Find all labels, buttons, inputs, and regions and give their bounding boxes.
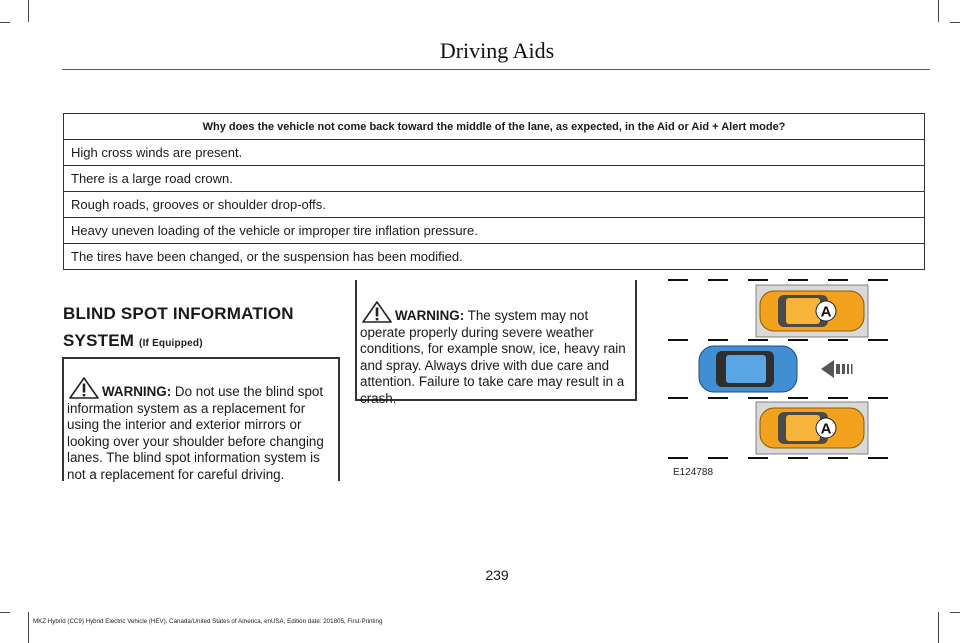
table-header: Why does the vehicle not come back toward the middle of the lane, as expected, in the Aid or Aid + Alert mode?: [64, 114, 925, 140]
warning-label: WARNING:: [395, 308, 465, 323]
section-heading-note: (If Equipped): [139, 338, 203, 349]
crop-mark: [28, 0, 29, 22]
faq-table: [63, 113, 925, 270]
warning-text: Do not use the blind spot information system as a replacement for using the interior and exterior mirrors or looking over your shoulder before changing lanes. The blind spot information system is not a replacement for careful driving.: [67, 384, 324, 482]
section-heading-line1: BLIND SPOT INFORMATION: [63, 304, 294, 323]
table-row: [64, 244, 925, 270]
crop-mark: [938, 612, 939, 643]
table-cell: High cross winds are present.: [64, 140, 925, 166]
section-heading: [63, 300, 343, 357]
zone-label: A: [820, 303, 832, 321]
warning-label: WARNING:: [102, 384, 172, 399]
warning-box: [62, 357, 340, 481]
blind-spot-zone-bottom: [756, 402, 868, 454]
table-cell: Heavy uneven loading of the vehicle or improper tire inflation pressure.: [64, 218, 925, 244]
warning-text: The system may not operate properly during severe weather conditions, for example snow, ice, heavy rain and spray. Always drive with due care and attention. Failure to take care may result in a crash.: [360, 308, 626, 406]
table-row: [64, 166, 925, 192]
page-title: Driving Aids: [439, 38, 555, 63]
crop-mark: [950, 22, 960, 23]
table-cell: There is a large road crown.: [64, 166, 925, 192]
page-number: 239: [485, 567, 509, 583]
blind-spot-zone-top: [756, 285, 868, 337]
crop-mark: [0, 612, 10, 613]
blind-spot-diagram: [666, 276, 902, 476]
warning-box: [355, 280, 637, 406]
figure-code: E124788: [673, 467, 714, 478]
subject-car-icon: [699, 346, 797, 392]
table-row: [64, 140, 925, 166]
car-bottom-icon: [760, 408, 864, 448]
crop-mark: [0, 22, 10, 23]
table-cell: Rough roads, grooves or shoulder drop-offs.: [64, 192, 925, 218]
arrow-left-icon: [821, 360, 853, 378]
header-rule: [62, 69, 930, 70]
warning-triangle-icon: [69, 377, 99, 399]
footer-edition-text: MKZ Hybrid (CC9) Hybrid Electric Vehicle (HEV), Canada/United States of America, enUSA, Edition date: 201805, First-Printing: [33, 618, 383, 625]
section-heading-line2: SYSTEM: [63, 331, 135, 350]
table-cell: The tires have been changed, or the suspension has been modified.: [64, 244, 925, 270]
table-row: [64, 192, 925, 218]
warning-triangle-icon: [362, 301, 392, 323]
crop-mark: [938, 0, 939, 22]
table-row: [64, 218, 925, 244]
crop-mark: [950, 612, 960, 613]
car-top-icon: [760, 291, 864, 331]
crop-mark: [28, 612, 29, 643]
zone-label: A: [820, 420, 832, 438]
